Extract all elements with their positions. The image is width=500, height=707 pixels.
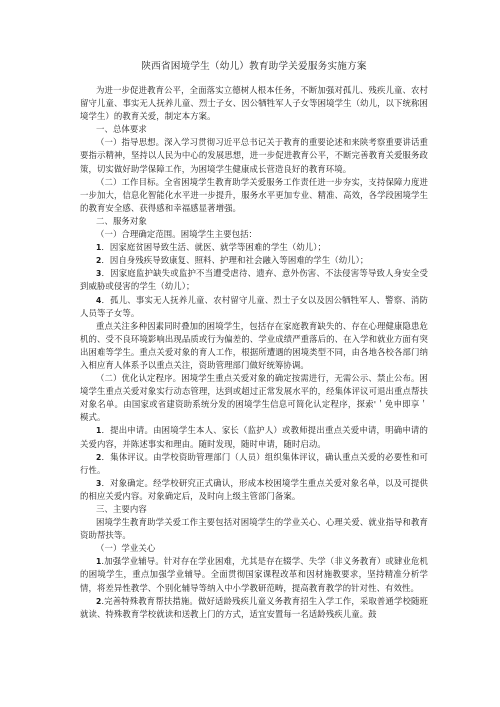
paragraph-text: （二）工作目标。全省困境学生教育助学关爱服务工作责任进一步夯实，支持保障力度进一步加大，信息化智能化水平进一步提升，服务水平更加专业、精准、高效，各学段困境学生的教育安全感、获得感和幸福感显著增强。 bbox=[80, 176, 428, 213]
item-number: 3 bbox=[96, 478, 102, 488]
paragraph-text: 三、主要内容 bbox=[96, 504, 147, 514]
paragraph bbox=[80, 503, 428, 516]
paragraph-text: .完善特殊教育帮扶措施。做好适龄残疾儿童义务教育招生入学工作，采取普通学校随班就读、特殊教育学校就读和送教上门的方式，适宜安置每一名适龄残疾儿童。鼓 bbox=[80, 595, 428, 619]
paragraph bbox=[80, 320, 428, 372]
numbered-paragraph bbox=[80, 267, 428, 293]
paragraph-text: ．提出申请。由困境学生本人、家长（监护人）或教师提出重点关爱申请，明确申请的关爱内容，并陈述事实和理由。随时发现，随时申请，随时启动。 bbox=[80, 425, 428, 449]
paragraph-text: ．孤儿、事实无人抚养儿童、农村留守儿童、烈士子女以及因公牺牲军人、警察、消防人员等子女等。 bbox=[80, 294, 428, 318]
paragraph-text: 二、服务对象 bbox=[96, 215, 147, 226]
numbered-paragraph bbox=[80, 254, 428, 267]
paragraph bbox=[80, 123, 428, 136]
paragraph-text: ．对象确定。经学校研究正式确认，形成本校困境学生重点关爱对象名单，以及可提供的相应关爱内容。对象确定后，及时向上级主管部门备案。 bbox=[80, 477, 428, 501]
numbered-paragraph bbox=[80, 451, 428, 477]
paragraph bbox=[80, 215, 428, 228]
paragraph-text: （一）指导思想。深入学习贯彻习近平总书记关于教育的重要论述和来陕考察重要讲话重要指示精神，坚持以人民为中心的发展思想，进一步促进教育公平，不断完善教育关爱服务政策，切实做好助学保障工作，为困境学生健康成长营造良好的教育环境。 bbox=[80, 137, 428, 174]
paragraph-text: ．集体评议。由学校资助管理部门（人员）组织集体评议，确认重点关爱的必要性和可行性。 bbox=[80, 451, 428, 475]
paragraph-text: .加强学业辅导。针对存在学业困难，尤其是存在辍学、失学（非义务教育）或肄业危机的困境学生，重点加强学业辅导。全面贯彻国家课程改革和因材施教要求，坚持精准分析学情，将差异性教学、个别化辅导等纳入中小学教研范畴，提高教育教学的针对性、有效性。 bbox=[80, 556, 428, 593]
document-title: 陕西省困境学生（幼儿）教育助学关爱服务实施方案 bbox=[141, 61, 367, 72]
item-number: 2 bbox=[96, 452, 102, 462]
item-number: 4 bbox=[96, 295, 102, 305]
document-body bbox=[80, 84, 428, 621]
paragraph bbox=[80, 542, 428, 555]
paragraph-text: ．因家庭监护缺失或监护不当遭受虐待、遗弃、意外伤害、不法侵害等导致人身安全受到威胁或侵害的学生（幼儿）； bbox=[80, 268, 428, 292]
numbered-paragraph bbox=[80, 555, 428, 594]
paragraph bbox=[80, 516, 428, 542]
item-number: 1 bbox=[96, 243, 102, 253]
paragraph bbox=[80, 372, 428, 424]
paragraph-text: 为进一步促进教育公平，全面落实立德树人根本任务，不断加强对孤儿、残疾儿童、农村留守儿童、事实无人抚养儿童、烈士子女、因公牺牲军人子女等困境学生（幼儿，以下统称困境学生）的教育关爱，制定本方案。 bbox=[80, 85, 428, 122]
item-number: 1 bbox=[96, 426, 102, 436]
paragraph-text: 重点关注多种因素同时叠加的困境学生，包括存在家庭教育缺失的、存在心理健康隐患危机的、受不良环境影响出现品质或行为偏差的、学业成绩严重落后的、在入学和就业方面有突出困难等学生。重点关爱对象的育人工作，根据所遭遇的困境类型不同，由各地各校各部门纳入相应育人体系予以重点关注，资助管理部门做好统筹协调。 bbox=[80, 320, 428, 370]
numbered-paragraph bbox=[80, 241, 428, 254]
paragraph-text: ．因家庭贫困导致生活、就医、就学等困难的学生（幼儿）； bbox=[101, 242, 327, 253]
paragraph bbox=[80, 84, 428, 123]
paragraph bbox=[80, 176, 428, 215]
paragraph-text: （一）学业关心 bbox=[96, 543, 156, 554]
numbered-paragraph bbox=[80, 595, 428, 621]
item-number: 2 bbox=[96, 596, 102, 606]
paragraph-text: 一、总体要求 bbox=[96, 124, 147, 135]
paragraph-text: （二）优化认定程序。困境学生重点关爱对象的确定按需进行，无需公示、禁止公布。困境学生重点关爱对象实行动态管理，达到或超过正常发展水平的，经集体评议可退出重点帮扶对象名单。由国家或省建资助系统分发的困境学生信息可简化认定程序，探索'＇免申即享＇模式。 bbox=[80, 373, 428, 423]
item-number: 2 bbox=[96, 256, 102, 266]
paragraph-text: 困境学生教育助学关爱工作主要包括对困境学生的学业关心、心理关爱、就业指导和教育资助帮扶等。 bbox=[80, 517, 428, 541]
paragraph bbox=[80, 136, 428, 175]
paragraph-text: ．因自身残疾导致康复、照料、护理和社会融入等困难的学生（幼儿）； bbox=[101, 255, 369, 266]
paragraph bbox=[80, 228, 428, 241]
item-number: 1 bbox=[96, 557, 102, 567]
numbered-paragraph bbox=[80, 424, 428, 450]
numbered-paragraph bbox=[80, 294, 428, 320]
paragraph-text: （一）合理确定范围。困境学生主要包括： bbox=[96, 229, 258, 240]
numbered-paragraph bbox=[80, 477, 428, 503]
item-number: 3 bbox=[96, 269, 102, 279]
